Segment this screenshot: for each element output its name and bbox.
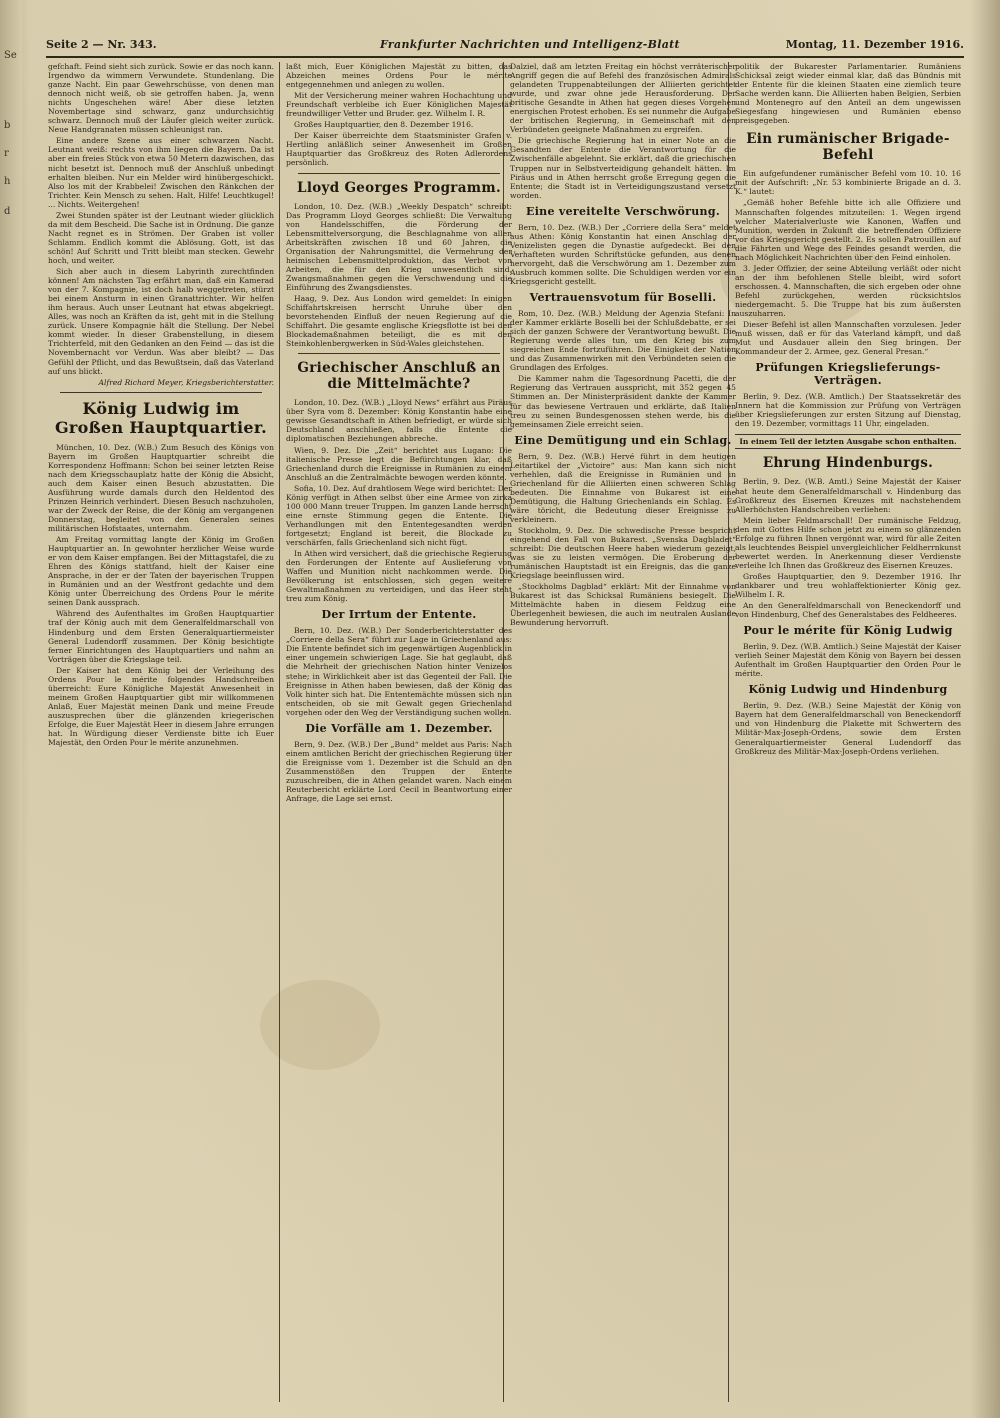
article-paragraph: Stockholm, 9. Dez. Die schwedische Presse bespricht eingehend den Fall von Bukarest. „Svenska Dagbladet“ schreibt: Die deutschen Heere haben wiederum gezeigt, was sie zu leisten vermögen. Die Eroberung der rumänischen Hauptstadt ist ein Ereignis, das die ganze Kriegslage beeinflussen wird. xyxy=(510,526,736,581)
header-rule xyxy=(46,56,964,58)
column-divider xyxy=(279,62,280,1402)
edge-char: d xyxy=(4,206,11,217)
article-paragraph: „Gemäß hoher Befehle bitte ich alle Offiziere und Mannschaften folgendes mitzuteilen: 1. Wegen irgend welcher Materialverluste wie Kanonen, Waffen und Munition, werden in Zukunft die betreffenden Offiziere vor das Kriegsgericht gestellt. 2. Es sollen Patrouillen auf die Fährten und Wege des Feindes gesandt werden, die nach Möglichkeit Nachrichten über den Feind einholen. xyxy=(735,198,961,262)
headline-demuetigung: Eine Demütigung und ein Schlag. xyxy=(514,433,732,447)
article-paragraph: Mein lieber Feldmarschall! Der rumänische Feldzug, den mit Gottes Hilfe schon jetzt zu einem so glänzenden Erfolge zu führen Ihnen vergönnt war, wird für alle Zeiten als leuchtendes Beispiel unvergleichlicher Feldherrnkunst bewertet werden. In Anerkennung dieser Verdienste verleihe Ich Ihnen das Großkreuz des Eisernen Kreuzes. xyxy=(735,515,961,570)
article-paragraph: Die griechische Regierung hat in einer Note an die Gesandten der Entente die Verantwortung für die Zwischenfälle abgelehnt. Sie erklärt, daß die griechischen Truppen nur in Selbstverteidigung gehandelt hätten. Im Piräus und in Athen herrscht große Erregung gegen die Entente; die Stadt ist in Verteidigungszustand versetzt worden. xyxy=(510,136,736,200)
column-1 xyxy=(48,62,274,1402)
article-paragraph: Der Kaiser überreichte dem Staatsminister Grafen v. Hertling anläßlich seiner Anwesenheit im Großen Hauptquartier das Großkreuz des Roten Adlerordens persönlich. xyxy=(286,131,512,168)
article-paragraph: Dalziel, daß am letzten Freitag ein höchst verräterischer Angriff gegen die auf Befehl des französischen Admirals gelandeten Truppenabteilungen der Alliierten gerichtet wurde, und zwar ohne jede Herausforderung. Der britische Gesandte in Athen hat gegen dieses Vorgehen energischen Protest erhoben. Es sei nunmehr die Aufgabe der britischen Regierung, in Gemeinschaft mit den Verbündeten geeignete Maßnahmen zu ergreifen. xyxy=(510,62,736,135)
article-paragraph: An den Generalfeldmarschall von Beneckendorff und von Hindenburg, Chef des Generalstabes des Feldheeres. xyxy=(735,601,961,620)
article-paragraph: Bern, 10. Dez. (W.B.) Der Sonderberichterstatter des „Corriere della Sera“ führt zur Lage in Griechenland aus: Die Entente befindet sich im gegenwärtigen Augenblick in einer ungemein schwierigen Lage. Sie hat geglaubt, daß die Mehrheit der griechischen Nation hinter Venizelos stehe; in Wirklichkeit aber ist das Gegenteil der Fall. Die Ereignisse in Athen haben bewiesen, daß der König das Volk hinter sich hat. Die Ententemächte müssen sich nun entscheiden, ob sie mit Gewalt gegen Griechenland vorgehen oder den Weg der Verständigung suchen wollen. xyxy=(286,626,512,717)
article-paragraph: Bern, 10. Dez. (W.B.) Der „Corriere della Sera“ meldet aus Athen: König Konstantin hat einen Anschlag der Venizelisten gegen die Dynastie aufgedeckt. Bei den Verhafteten wurden Schriftstücke gefunden, aus denen hervorgeht, daß die Verschwörung am 1. Dezember zum Ausbruch kommen sollte. Die Schuldigen werden vor ein Kriegsgericht gestellt. xyxy=(510,222,736,286)
headline-ludwig-hindenburg: König Ludwig und Hindenburg xyxy=(748,683,948,697)
headline-koenig-ludwig: König Ludwig im Großen Hauptquartier. xyxy=(54,398,268,437)
article-paragraph: Eine andere Szene aus einer schwarzen Nacht. Leutnant weiß: rechts von ihm liegen die Bayern. Da ist aber ein freies Stück von etwa 50 Metern dazwischen, das nicht besetzt ist. Dennoch muß der Anschluß unbedingt erhalten bleiben. Nur ein Melder wird hinübergeschickt. Also los mit der Krabbelei! Zwischen den Ränkchen der Trichter. Kein Mensch zu sehen. Halt, Hilfe! Leuchtkugel! ... Nichts. Weitergehen! xyxy=(48,136,274,209)
adjacent-page-edge xyxy=(0,0,22,1418)
headline-vertrauensvotum: Vertrauensvotum für Boselli. xyxy=(529,291,717,305)
article-paragraph: gefchaft. Feind sieht sich zurück. Sowie er das noch kann. Irgendwo da wimmern Verwundete. Stundenlang. Die ganze Nacht. Ein paar Gewehrschüsse, von denen man dennoch nicht weiß, ob sie getroffen haben. Ja, wenn nichts Ungeschehen wäre! Aber diese letzten Novembertage sind schwarz, ganz undurchsichtig schwarz. Dennoch muß der Läufer gleich weiter zurück. Neue Handgranaten müssen schleunigst ran. xyxy=(48,62,274,135)
headline-vorfaelle: Die Vorfälle am 1. Dezember. xyxy=(305,721,493,735)
article-paragraph: Der Kaiser hat dem König bei der Verleihung des Ordens Pour le mérite folgendes Handschreiben überreicht: Eure Königliche Majestät Anwesenheit in meinem Großen Hauptquartier gibt mir willkommenen Anlaß, Euer Majestät meinen Dank und meine Freude auszusprechen über die glänzenden kriegerischen Erfolge, die Euer Majestät Heer in diesem Jahre errungen hat. In Würdigung dieser Verdienste bitte ich Euer Majestät, den Orden Pour le mérite anzunehmen. xyxy=(48,665,274,748)
article-paragraph: Mit der Versicherung meiner wahren Hochachtung und Freundschaft verbleibe ich Euer Königlichen Majestät freundwilliger Vetter und Bruder. gez. Wilhelm I. R. xyxy=(286,91,512,119)
article-paragraph: Großes Hauptquartier, den 8. Dezember 1916. xyxy=(294,120,474,130)
edge-char: h xyxy=(4,176,11,187)
edge-char: b xyxy=(4,120,11,131)
article-paragraph: Sich aber auch in diesem Labyrinth zurechtfinden können! Am nächsten Tag erfährt man, daß ein Kamerad von der 7. Kompagnie, ist doch halb weggetreten, stürzt bei einem Ansturm in einen Granattrichter. Wir helfen ihm heraus. Auch unser Leutnant hat etwas abgekriegt. Alles, was noch an Kräften da ist, geht mit in die Stellung zurück. Unsere Kompagnie hält die Stellung. Der Nebel kommt wieder. In dieser Grabenstellung, in diesem Trichterfeld, mit den Gedanken an den Feind — das ist die Novembernacht vor Verdun. Was aber bleibt? — Das Gefühl der Pflicht, und das Bewußtsein, daß das Vaterland auf uns blickt. xyxy=(48,267,274,376)
page-number: Seite 2 — Nr. 343. xyxy=(46,38,157,51)
headline-irrtum: Der Irrtum der Entente. xyxy=(321,608,477,622)
article-paragraph: 3. Jeder Offizier, der seine Abteilung verläßt oder nicht an der ihm befohlenen Stelle bleibt, wird sofort erschossen. 4. Mannschaften, die sich ergeben oder ohne Befehl zurückgehen, werden rücksichtslos niedergemacht. 5. Die Truppe hat bis zum äußersten auszuharren. xyxy=(735,263,961,319)
byline: Alfred Richard Meyer, Kriegsberichterstatter. xyxy=(98,377,274,387)
headline-pruefung: Prüfungen Kriegslieferungs-Verträgen. xyxy=(755,361,941,388)
article-paragraph: Berlin, 9. Dez. (W.B. Amtl.) Seine Majestät der Kaiser hat heute dem Generalfeldmarschall v. Hindenburg das Großkreuz des Eisernen Kreuzes mit nachstehendem Allerhöchsten Handschreiben verliehen: xyxy=(735,477,961,514)
newspaper-title: Frankfurter Nachrichten und Intelligenz-Blatt xyxy=(380,38,680,51)
article-paragraph: „Stockholms Dagblad“ erklärt: Mit der Einnahme von Bukarest ist das Schicksal Rumäniens besiegelt. Die Mittelmächte haben in diesem Feldzug eine Überlegenheit bewiesen, die auch im neutralen Auslande Bewunderung hervorruft. xyxy=(510,582,736,628)
article-separator xyxy=(60,392,262,393)
article-paragraph: Berlin, 9. Dez. (W.B. Amtlich.) Seine Majestät der Kaiser verlieh Seiner Majestät dem König von Bayern bei dessen Aufenthalt im Großen Hauptquartier den Orden Pour le mérite. xyxy=(735,642,961,679)
headline-brigade-befehl: Ein rumänischer Brigade-Befehl xyxy=(746,131,950,164)
article-separator xyxy=(298,353,500,354)
article-paragraph: Berlin, 9. Dez. (W.B. Amtlich.) Der Staatssekretär des Innern hat die Kommission zur Prüfung von Verträgen über Kriegslieferungen zur ersten Sitzung auf Dienstag, den 19. Dezember, vormittags 11 Uhr, eingeladen. xyxy=(735,392,961,429)
article-separator xyxy=(298,173,500,174)
article-paragraph: Wien, 9. Dez. Die „Zeit“ berichtet aus Lugano: Die italienische Presse legt die Befürchtungen klar, daß Griechenland durch die Ereignisse in Rumänien zu einem Anschluß an die Zentralmächte bewogen werden könnte. xyxy=(286,445,512,482)
article-paragraph: Haag, 9. Dez. Aus London wird gemeldet: In einigen Schiffahrtskreisen herrscht Unruhe über den bevorstehenden Einfluß der neuen Regierung auf die Schiffahrt. Die gesamte englische Kriegsflotte ist bei den Blockademaßnahmen beteiligt, die es mit den Steinkohlenbergwerken in Süd-Wales gleichstehen. xyxy=(286,293,512,349)
article-paragraph: Ein aufgefundener rumänischer Befehl vom 10. 10. 16 mit der Aufschrift: „Nr. 53 kombinierte Brigade an d. 3. K.“ lautet: xyxy=(735,169,961,197)
article-paragraph: London, 10. Dez. (W.B.) „Lloyd News“ erfährt aus Piräus über Syra vom 8. Dezember: König Konstantin habe eine gewisse Gesandtschaft in Athen befriedigt, er würde sich Deutschland anschließen, falls die Entente die diplomatischen Beziehungen abbreche. xyxy=(286,398,512,444)
article-paragraph: Sofia, 10. Dez. Auf drahtlosem Wege wird berichtet: Der König verfügt in Athen selbst über eine Armee von zirka 100 000 Mann treuer Truppen. Im ganzen Lande herrscht eine ernste Stimmung gegen die Entente. Die Verhandlungen mit den Ententegesandten werden fortgesetzt; England ist bereit, die Blockade zu verschärfen, falls Griechenland sich nicht fügt. xyxy=(286,483,512,547)
article-paragraph: Die Kammer nahm die Tagesordnung Pacetti, die der Regierung das Vertrauen ausspricht, mit 352 gegen 45 Stimmen an. Der Ministerpräsident dankte der Kammer für das bewiesene Vertrauen und erklärte, daß Italien treu zu seinen Bundesgenossen stehen werde, bis die gemeinsamen Ziele erreicht seien. xyxy=(510,374,736,429)
article-paragraph: Am Freitag vormittag langte der König im Großen Hauptquartier an. In gewohnter herzlicher Weise wurde er von dem Kaiser empfangen. Bei der Mittagstafel, die zu Ehren des Königs stattfand, hielt der Kaiser eine Ansprache, in der er der Taten der bayerischen Truppen in Rumänien und an der Westfront gedachte und dem König unter Überreichung des Ordens Pour le mérite seinen Dank aussprach. xyxy=(48,535,274,608)
article-paragraph: Während des Aufenthaltes im Großen Hauptquartier traf der König auch mit dem Generalfeldmarschall von Hindenburg und dem Ersten Generalquartiermeister General Ludendorff zusammen. Der König besichtigte ferner Einrichtungen des Hauptquartiers und nahm an Vorträgen über die Kriegslage teil. xyxy=(48,609,274,664)
column-2 xyxy=(286,62,512,1402)
article-paragraph: Großes Hauptquartier, den 9. Dezember 1916. Ihr dankbarer und treu wohlaffektionierter König gez. Wilhelm I. R. xyxy=(735,571,961,600)
article-paragraph: Zwei Stunden später ist der Leutnant wieder glücklich da mit dem Bescheid. Die Sache ist in Ordnung. Die ganze Nacht regnet es in Strömen. Der Graben ist voller Schlamm. Endlich kommt die Ablösung. Gott, ist das schön! Auf Schritt und Tritt bleibt man stecken. Gewehr hoch, und weiter. xyxy=(48,210,274,265)
edge-char: Se xyxy=(4,50,17,61)
page-header xyxy=(46,36,964,54)
article-paragraph: Bern, 9. Dez. (W.B.) Der „Bund“ meldet aus Paris: Nach einem amtlichen Bericht der griechischen Regierung über die Ereignisse vom 1. Dezember ist die Schuld an den Zusammenstößen den Truppen der Entente zuzuschreiben, die in Athen gelandet waren. Nach einem Reuterbericht erklärte Lord Cecil in Beantwortung einer Anfrage, die Lage sei ernst. xyxy=(286,739,512,804)
article-paragraph: London, 10. Dez. (W.B.) „Weekly Despatch“ schreibt: Das Programm Lloyd Georges schließt: Die Verwaltung von Handelsschiffen, die Förderung der Lebensmittelversorgung, die Beschlagnahme von allen Arbeitskräften zwischen 18 und 60 Jahren, die Organisation der Nahrungsmittel, die Vermehrung der heimischen Lebensmittelproduktion, das Verbot von Arbeiten, die für den Krieg unwesentlich sind, Zwangsmaßnahmen gegen die Verschwendung und die Einführung des Zwangsdienstes. xyxy=(286,201,512,292)
headline-ehrung-hindenburgs: Ehrung Hindenburgs. xyxy=(762,455,934,472)
column-4 xyxy=(735,62,961,1402)
article-paragraph: In Athen wird versichert, daß die griechische Regierung den Forderungen der Entente auf Auslieferung von Waffen und Munition nicht nachkommen werde. Die Bevölkerung ist entschlossen, sich gegen weitere Gewaltmaßnahmen zu verteidigen, und das Heer steht treu zum König. xyxy=(286,549,512,604)
article-paragraph: München, 10. Dez. (W.B.) Zum Besuch des Königs von Bayern im Großen Hauptquartier schreibt die Korrespondenz Hoffmann: Schon bei seiner letzten Reise nach dem Kriegsschauplatz hatte der König die Absicht, auch dem Kaiser einen Besuch abzustatten. Die Ausführung wurde damals durch den Heldentod des Prinzen Heinrich verhindert. Diesen Besuch nachzuholen, war der Zweck der Reise, die der König am vergangenen Donnerstag, begleitet von den Generalen seines militärischen Hofstaates, unternahm. xyxy=(48,442,274,534)
article-paragraph: laßt mich, Euer Königlichen Majestät zu bitten, das Abzeichen meines Ordens Pour le mérite entgegennehmen und anlegen zu wollen. xyxy=(286,62,512,90)
edge-char: r xyxy=(4,148,9,159)
column-3 xyxy=(510,62,736,1402)
edition-note: In einem Teil der letzten Ausgabe schon enthalten. xyxy=(735,434,961,449)
article-paragraph: Berlin, 9. Dez. (W.B.) Seine Majestät der König von Bayern hat dem Generalfeldmarschall von Beneckendorff und von Hindenburg die Plakette mit Schwertern des Militär-Max-Joseph-Ordens, sowie dem Ersten Generalquartiermeister General Ludendorff das Großkreuz des Militär-Max-Joseph-Ordens verliehen. xyxy=(735,701,961,756)
article-paragraph: Dieser Befehl ist allen Mannschaften vorzulesen. Jeder muß wissen, daß er für das Vaterland kämpft, und daß Mut und Ausdauer allein den Sieg bringen. Der Kommandeur der 2. Armee, gez. General Presan.“ xyxy=(735,320,961,357)
article-paragraph: Rom, 10. Dez. (W.B.) Meldung der Agenzia Stefani: In der Kammer erklärte Boselli bei der Schlußdebatte, er sei sich der ganzen Schwere der Verantwortung bewußt. Die Regierung werde alles tun, um den Krieg bis zum siegreichen Ende fortzuführen. Die Einigkeit der Nation und das Zusammenwirken mit den Verbündeten seien die Grundlagen des Erfolges. xyxy=(510,309,736,373)
article-paragraph: Bern, 9. Dez. (W.B.) Hervé führt in dem heutigen Leitartikel der „Victoire“ aus: Man kann sich nicht verhehlen, daß die Ereignisse in Rumänien und in Griechenland für die Alliierten einen schweren Schlag bedeuten. Die Einnahme von Bukarest ist eine Demütigung, die Haltung Griechenlands ein Schlag. Es wäre töricht, die Bedeutung dieser Ereignisse zu verkleinern. xyxy=(510,451,736,524)
headline-lloyd-george: Lloyd Georges Programm. xyxy=(297,179,501,196)
article-paragraph: politik der Bukarester Parlamentarier. Rumäniens Schicksal zeigt wieder einmal klar, daß das Bündnis mit der Entente für die kleinen Staaten eine ziemlich teure Sache werden kann. Die Alliierten haben Belgien, Serbien und Montenegro auf den Anteil an dem ungewissen Siegesfang hingewiesen und Rumänien ebenso preisgegeben. xyxy=(735,62,961,126)
headline-verschwoerung: Eine vereitelte Verschwörung. xyxy=(526,204,720,218)
issue-date: Montag, 11. Dezember 1916. xyxy=(785,38,964,51)
headline-pour-le-merite: Pour le mérite für König Ludwig xyxy=(743,624,953,638)
headline-greece: Griechischer Anschluß an die Mittelmächte? xyxy=(297,360,501,393)
